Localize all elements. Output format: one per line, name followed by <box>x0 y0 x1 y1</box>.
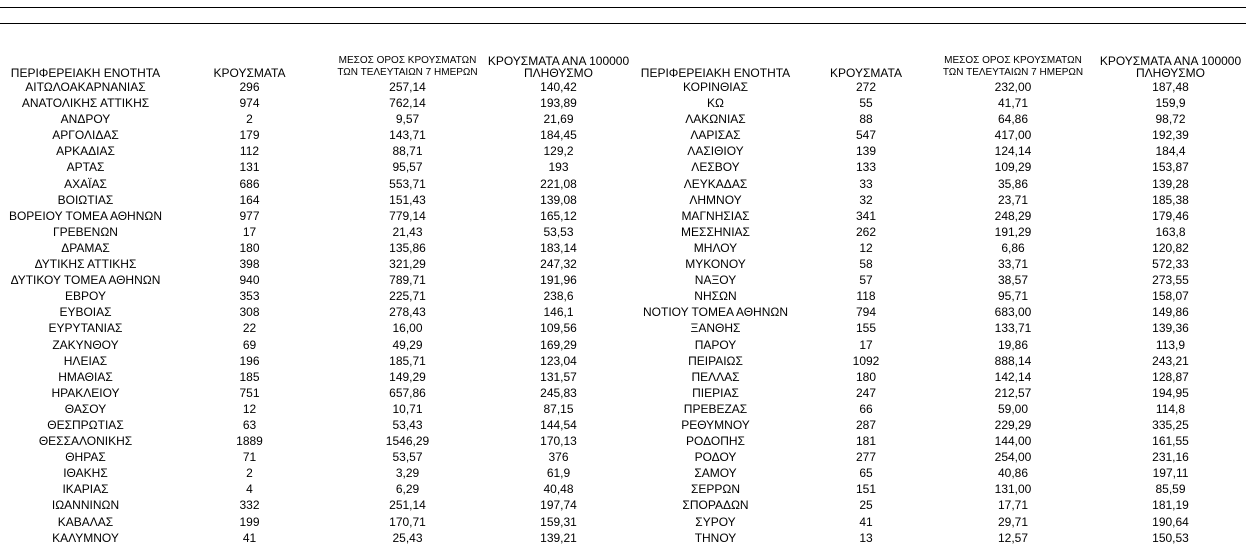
left-region-cell: ΑΡΚΑΔΙΑΣ <box>56 144 115 159</box>
right-region-cell: ΤΗΝΟΥ <box>694 530 737 545</box>
right-avg7-cell: 212,57 <box>994 385 1032 400</box>
left-region-cell: ΙΩΑΝΝΙΝΩΝ <box>51 498 120 513</box>
right-region-cell: ΛΑΡΙΣΑΣ <box>690 128 741 143</box>
right-region-cell: ΛΕΥΚΑΔΑΣ <box>683 176 748 191</box>
left-avg7-cell: 151,43 <box>389 192 426 207</box>
left-cases-cell: 199 <box>239 514 260 529</box>
left-cases-cell: 296 <box>239 80 260 94</box>
right-avg7-cell: 59,00 <box>997 401 1029 416</box>
left-region-cell: ΑΡΤΑΣ <box>66 160 105 175</box>
right-avg7-cell: 19,86 <box>997 337 1029 352</box>
right-per100k-cell: 187,48 <box>1152 80 1189 94</box>
left-region-cell: ΒΟΡΕΙΟΥ ΤΟΜΕΑ ΑΘΗΝΩΝ <box>8 208 163 223</box>
table-row <box>0 433 1246 449</box>
right-cases-cell: 287 <box>855 417 877 432</box>
left-cases-cell: 185 <box>239 369 260 384</box>
right-per100k-cell: 139,28 <box>1152 176 1189 191</box>
left-cases-cell: 22 <box>242 321 257 336</box>
right-region-cell: ΡΟΔΟΥ <box>694 450 737 465</box>
left-per100k-cell: 61,9 <box>546 466 571 481</box>
table-row <box>0 385 1246 401</box>
header-avg7-right <box>931 46 1095 79</box>
right-region-cell: ΚΟΡΙΝΘΙΑΣ <box>682 80 749 94</box>
table-row <box>0 481 1246 497</box>
left-per100k-cell: 376 <box>548 450 569 465</box>
right-cases-cell: 547 <box>855 128 877 143</box>
left-cases-cell: 180 <box>239 240 260 255</box>
right-per100k-cell: 163,8 <box>1155 224 1186 239</box>
left-per100k-cell: 193 <box>548 160 569 175</box>
right-region-cell: ΛΑΚΩΝΙΑΣ <box>685 112 746 127</box>
left-per100k-cell: 139,21 <box>540 530 577 545</box>
left-cases-cell: 751 <box>239 385 260 400</box>
table-row <box>0 127 1246 143</box>
right-per100k-cell: 98,72 <box>1155 112 1186 127</box>
right-cases-cell: 247 <box>855 385 877 400</box>
left-cases-cell: 974 <box>239 96 260 111</box>
right-region-cell: ΛΑΣΙΘΙΟΥ <box>687 144 744 159</box>
table-row <box>0 369 1246 385</box>
right-per100k-cell: 120,82 <box>1152 240 1189 255</box>
left-per100k-cell: 87,15 <box>543 401 574 416</box>
left-avg7-cell: 657,86 <box>389 385 426 400</box>
left-avg7-cell: 251,14 <box>389 498 426 513</box>
right-cases-cell: 139 <box>855 144 877 159</box>
right-avg7-cell: 417,00 <box>994 128 1032 143</box>
right-region-cell: ΜΕΣΣΗΝΙΑΣ <box>681 224 750 239</box>
left-avg7-cell: 321,29 <box>389 257 426 272</box>
right-per100k-cell: 139,36 <box>1152 321 1189 336</box>
right-per100k-cell: 335,25 <box>1152 417 1189 432</box>
header-avg7-right-line1: ΜΕΣΟΣ ΟΡΟΣ ΚΡΟΥΣΜΑΤΩΝ <box>944 55 1082 66</box>
right-avg7-cell: 33,71 <box>997 257 1029 272</box>
right-cases-cell: 155 <box>855 321 877 336</box>
left-cases-cell: 2 <box>246 112 253 127</box>
left-region-cell: ΚΑΒΑΛΑΣ <box>57 514 114 529</box>
left-cases-cell: 112 <box>239 144 260 159</box>
left-avg7-cell: 149,29 <box>389 369 426 384</box>
right-region-cell: ΛΗΜΝΟΥ <box>689 192 742 207</box>
header-avg7-left <box>328 46 487 79</box>
left-cases-cell: 4 <box>246 482 253 497</box>
table-row <box>0 159 1246 175</box>
right-avg7-cell: 248,29 <box>994 208 1032 223</box>
table-row <box>0 143 1246 159</box>
left-avg7-cell: 1546,29 <box>385 434 430 449</box>
right-avg7-cell: 683,00 <box>994 305 1032 320</box>
left-per100k-cell: 139,08 <box>540 192 577 207</box>
right-region-cell: ΜΗΛΟΥ <box>693 240 738 255</box>
right-cases-cell: 118 <box>856 289 876 304</box>
right-per100k-cell: 273,55 <box>1152 273 1189 288</box>
left-per100k-cell: 169,29 <box>540 337 577 352</box>
right-avg7-cell: 144,00 <box>994 434 1032 449</box>
right-cases-cell: 277 <box>855 450 877 465</box>
left-region-cell: ΙΘΑΚΗΣ <box>63 466 108 481</box>
left-region-cell: ΗΡΑΚΛΕΙΟΥ <box>51 385 120 400</box>
header-per100k-right <box>1095 46 1246 79</box>
left-cases-cell: 977 <box>239 208 260 223</box>
right-region-cell: ΛΕΣΒΟΥ <box>691 160 740 175</box>
left-cases-cell: 398 <box>239 257 260 272</box>
left-avg7-cell: 185,71 <box>389 353 426 368</box>
right-per100k-cell: 113,9 <box>1155 337 1186 352</box>
left-cases-cell: 2 <box>246 466 253 481</box>
right-region-cell: ΞΑΝΘΗΣ <box>690 321 741 336</box>
header-per100k-right-line2: ΠΛΗΘΥΣΜΟ <box>1135 66 1206 79</box>
right-avg7-cell: 40,86 <box>997 466 1029 481</box>
left-cases-cell: 12 <box>242 401 257 416</box>
left-region-cell: ΕΥΡΥΤΑΝΙΑΣ <box>48 321 123 336</box>
left-region-cell: ΑΡΓΟΛΙΔΑΣ <box>52 128 119 143</box>
right-avg7-cell: 142,14 <box>994 369 1032 384</box>
left-cases-cell: 71 <box>242 450 257 465</box>
left-avg7-cell: 257,14 <box>389 80 426 94</box>
left-per100k-cell: 53,53 <box>543 224 574 239</box>
left-region-cell: ΓΡΕΒΕΝΩΝ <box>53 224 118 239</box>
left-region-cell: ΗΜΑΘΙΑΣ <box>58 369 113 384</box>
left-cases-cell: 131 <box>239 160 260 175</box>
left-avg7-cell: 88,71 <box>392 144 423 159</box>
right-per100k-cell: 184,4 <box>1155 144 1186 159</box>
right-region-cell: ΡΟΔΟΠΗΣ <box>686 434 745 449</box>
table-row <box>0 224 1246 240</box>
right-avg7-cell: 254,00 <box>994 450 1032 465</box>
right-region-cell: ΣΥΡΟΥ <box>695 514 736 529</box>
table-row <box>0 530 1246 546</box>
left-avg7-cell: 779,14 <box>389 208 426 223</box>
table-row <box>0 417 1246 433</box>
left-per100k-cell: 183,14 <box>540 240 577 255</box>
table-row <box>0 95 1246 111</box>
left-per100k-cell: 197,74 <box>540 498 577 513</box>
left-avg7-cell: 53,57 <box>392 450 423 465</box>
right-per100k-cell: 161,55 <box>1152 434 1189 449</box>
header-per100k-left-line2: ΠΛΗΘΥΣΜΟ <box>523 66 594 79</box>
right-cases-cell: 794 <box>855 305 877 320</box>
left-avg7-cell: 9,57 <box>395 112 420 127</box>
left-cases-cell: 63 <box>242 417 257 432</box>
table-row <box>0 79 1246 95</box>
left-avg7-cell: 278,43 <box>389 305 426 320</box>
right-per100k-cell: 197,11 <box>1152 466 1189 481</box>
right-cases-cell: 12 <box>859 240 873 255</box>
right-avg7-cell: 35,86 <box>997 176 1029 191</box>
table-row <box>0 514 1246 530</box>
left-per100k-cell: 245,83 <box>540 385 577 400</box>
left-avg7-cell: 10,71 <box>392 401 423 416</box>
header-per100k-left-line1: ΚΡΟΥΣΜΑΤΑ ΑΝΑ 100000 <box>487 54 630 68</box>
right-avg7-cell: 888,14 <box>994 353 1032 368</box>
left-per100k-cell: 21,69 <box>543 112 574 127</box>
right-avg7-cell: 41,71 <box>997 96 1029 111</box>
left-per100k-cell: 144,54 <box>540 417 577 432</box>
left-avg7-cell: 95,57 <box>392 160 423 175</box>
right-per100k-cell: 179,46 <box>1152 208 1189 223</box>
left-avg7-cell: 6,29 <box>395 482 420 497</box>
right-region-cell: ΣΑΜΟΥ <box>694 466 737 481</box>
left-avg7-cell: 225,71 <box>389 289 426 304</box>
left-cases-cell: 353 <box>239 289 260 304</box>
left-region-cell: ΘΑΣΟΥ <box>64 401 107 416</box>
right-cases-cell: 66 <box>859 401 873 416</box>
right-per100k-cell: 149,86 <box>1152 305 1189 320</box>
left-region-cell: ΑΧΑΪΑΣ <box>64 176 107 191</box>
right-cases-cell: 1092 <box>852 353 880 368</box>
left-avg7-cell: 170,71 <box>389 514 426 529</box>
left-region-cell: ΘΕΣΣΑΛΟΝΙΚΗΣ <box>38 434 133 449</box>
right-region-cell: ΝΟΤΙΟΥ ΤΟΜΕΑ ΑΘΗΝΩΝ <box>642 305 789 320</box>
left-per100k-cell: 193,89 <box>540 96 577 111</box>
table-row <box>0 497 1246 513</box>
right-avg7-cell: 23,71 <box>997 192 1029 207</box>
right-per100k-cell: 572,33 <box>1152 257 1189 272</box>
left-cases-cell: 69 <box>242 337 257 352</box>
right-cases-cell: 341 <box>855 208 877 223</box>
right-region-cell: ΣΕΡΡΩΝ <box>690 482 741 497</box>
right-cases-cell: 58 <box>859 257 873 272</box>
left-avg7-cell: 16,00 <box>392 321 423 336</box>
right-region-cell: ΠΙΕΡΙΑΣ <box>692 385 739 400</box>
right-per100k-cell: 243,21 <box>1152 353 1189 368</box>
right-cases-cell: 65 <box>859 466 873 481</box>
right-region-cell: ΚΩ <box>707 96 724 111</box>
left-per100k-cell: 146,1 <box>543 305 574 320</box>
right-cases-cell: 133 <box>855 160 877 175</box>
left-avg7-cell: 21,43 <box>392 224 423 239</box>
left-cases-cell: 41 <box>242 530 257 545</box>
left-cases-cell: 1889 <box>236 434 263 449</box>
left-region-cell: ΕΒΡΟΥ <box>65 289 106 304</box>
right-cases-cell: 55 <box>859 96 873 111</box>
right-region-cell: ΡΕΘΥΜΝΟΥ <box>681 417 750 432</box>
right-region-cell: ΠΡΕΒΕΖΑΣ <box>683 401 748 416</box>
right-cases-cell: 33 <box>859 176 873 191</box>
left-per100k-cell: 191,96 <box>540 273 577 288</box>
right-per100k-cell: 194,95 <box>1152 385 1189 400</box>
table-row <box>0 465 1246 481</box>
left-avg7-cell: 553,71 <box>389 176 426 191</box>
table-row <box>0 256 1246 272</box>
right-cases-cell: 180 <box>855 369 877 384</box>
left-region-cell: ΙΚΑΡΙΑΣ <box>62 482 109 497</box>
right-region-cell: ΜΥΚΟΝΟΥ <box>685 257 746 272</box>
left-avg7-cell: 3,29 <box>395 466 420 481</box>
right-per100k-cell: 159,9 <box>1155 96 1186 111</box>
left-per100k-cell: 131,57 <box>540 369 577 384</box>
left-per100k-cell: 238,6 <box>543 289 574 304</box>
left-cases-cell: 686 <box>239 176 260 191</box>
left-avg7-cell: 789,71 <box>389 273 426 288</box>
table-row <box>0 337 1246 353</box>
left-avg7-cell: 49,29 <box>392 337 423 352</box>
right-per100k-cell: 231,16 <box>1152 450 1189 465</box>
left-per100k-cell: 140,42 <box>540 80 577 94</box>
left-cases-cell: 332 <box>239 498 260 513</box>
right-cases-cell: 41 <box>859 514 873 529</box>
left-cases-cell: 196 <box>239 353 260 368</box>
right-cases-cell: 25 <box>859 498 873 513</box>
right-avg7-cell: 133,71 <box>994 321 1032 336</box>
right-avg7-cell: 6,86 <box>1001 240 1025 255</box>
table-row <box>0 304 1246 320</box>
left-region-cell: ΒΟΙΩΤΙΑΣ <box>57 192 114 207</box>
left-region-cell: ΑΝΑΤΟΛΙΚΗΣ ΑΤΤΙΚΗΣ <box>21 96 150 111</box>
right-per100k-cell: 114,8 <box>1155 401 1186 416</box>
right-per100k-cell: 158,07 <box>1152 289 1189 304</box>
right-avg7-cell: 229,29 <box>994 417 1032 432</box>
table-row <box>0 240 1246 256</box>
left-region-cell: ΔΥΤΙΚΟΥ ΤΟΜΕΑ ΑΘΗΝΩΝ <box>10 273 161 288</box>
left-per100k-cell: 165,12 <box>540 208 577 223</box>
right-region-cell: ΝΑΞΟΥ <box>694 273 737 288</box>
left-region-cell: ΑΙΤΩΛΟΑΚΑΡΝΑΝΙΑΣ <box>25 80 146 94</box>
right-cases-cell: 181 <box>855 434 877 449</box>
table-row <box>0 449 1246 465</box>
header-region-right: ΠΕΡΙΦΕΡΕΙΑΚΗ ΕΝΟΤΗΤΑ <box>640 66 791 79</box>
table-row <box>0 111 1246 127</box>
left-per100k-cell: 109,56 <box>540 321 577 336</box>
right-region-cell: ΠΕΛΛΑΣ <box>691 369 740 384</box>
left-region-cell: ΘΕΣΠΡΩΤΙΑΣ <box>47 417 124 432</box>
table-header <box>0 46 1246 79</box>
right-region-cell: ΣΠΟΡΑΔΩΝ <box>682 498 749 513</box>
right-per100k-cell: 150,53 <box>1152 530 1189 545</box>
right-avg7-cell: 38,57 <box>997 273 1029 288</box>
table-row <box>0 353 1246 369</box>
right-per100k-cell: 185,38 <box>1152 192 1189 207</box>
left-per100k-cell: 159,31 <box>540 514 577 529</box>
left-avg7-cell: 53,43 <box>392 417 423 432</box>
table-row <box>0 288 1246 304</box>
right-region-cell: ΠΕΙΡΑΙΩΣ <box>688 353 743 368</box>
left-region-cell: ΑΝΔΡΟΥ <box>60 112 111 127</box>
right-avg7-cell: 131,00 <box>994 482 1032 497</box>
right-avg7-cell: 64,86 <box>997 112 1029 127</box>
left-per100k-cell: 40,48 <box>543 482 574 497</box>
left-cases-cell: 164 <box>239 192 260 207</box>
left-avg7-cell: 135,86 <box>389 240 426 255</box>
header-per100k-left <box>487 46 630 79</box>
left-per100k-cell: 221,08 <box>540 176 577 191</box>
right-per100k-cell: 128,87 <box>1152 369 1189 384</box>
top-rule <box>0 7 1246 8</box>
right-region-cell: ΝΗΣΩΝ <box>694 289 737 304</box>
left-region-cell: ΚΑΛΥΜΝΟΥ <box>52 530 119 545</box>
left-per100k-cell: 247,32 <box>540 257 577 272</box>
right-avg7-cell: 12,57 <box>997 530 1029 545</box>
right-avg7-cell: 109,29 <box>994 160 1032 175</box>
left-per100k-cell: 123,04 <box>540 353 577 368</box>
header-cases-left: ΚΡΟΥΣΜΑΤΑ <box>213 66 286 79</box>
second-rule <box>0 23 1246 24</box>
right-per100k-cell: 85,59 <box>1155 482 1186 497</box>
right-per100k-cell: 192,39 <box>1152 128 1189 143</box>
left-cases-cell: 308 <box>239 305 260 320</box>
right-cases-cell: 17 <box>859 337 873 352</box>
right-avg7-cell: 232,00 <box>994 80 1032 94</box>
right-per100k-cell: 190,64 <box>1152 514 1189 529</box>
left-avg7-cell: 143,71 <box>389 128 426 143</box>
right-cases-cell: 32 <box>859 192 873 207</box>
header-avg7-right-line2: ΤΩΝ ΤΕΛΕΥΤΑΙΩΝ 7 ΗΜΕΡΩΝ <box>942 67 1084 78</box>
left-region-cell: ΖΑΚΥΝΘΟΥ <box>52 337 119 352</box>
table-row <box>0 272 1246 288</box>
left-region-cell: ΘΗΡΑΣ <box>65 450 106 465</box>
header-avg7-left-line2: ΤΩΝ ΤΕΛΕΥΤΑΙΩΝ 7 ΗΜΕΡΩΝ <box>337 67 478 78</box>
table-row <box>0 208 1246 224</box>
left-region-cell: ΔΥΤΙΚΗΣ ΑΤΤΙΚΗΣ <box>34 257 137 272</box>
cases-table <box>0 46 1246 546</box>
table-body <box>0 79 1246 546</box>
left-per100k-cell: 170,13 <box>540 434 577 449</box>
right-per100k-cell: 181,19 <box>1152 498 1189 513</box>
left-cases-cell: 179 <box>239 128 260 143</box>
table-row <box>0 320 1246 336</box>
table-row <box>0 176 1246 192</box>
right-cases-cell: 151 <box>855 482 877 497</box>
left-region-cell: ΕΥΒΟΙΑΣ <box>59 305 112 320</box>
left-region-cell: ΗΛΕΙΑΣ <box>63 353 108 368</box>
right-avg7-cell: 191,29 <box>994 224 1032 239</box>
left-cases-cell: 940 <box>239 273 260 288</box>
left-cases-cell: 17 <box>242 224 257 239</box>
right-cases-cell: 272 <box>855 80 877 94</box>
right-per100k-cell: 153,87 <box>1152 160 1189 175</box>
right-cases-cell: 57 <box>859 273 873 288</box>
right-avg7-cell: 17,71 <box>997 498 1029 513</box>
left-region-cell: ΔΡΑΜΑΣ <box>61 240 110 255</box>
table-row <box>0 192 1246 208</box>
header-cases-right: ΚΡΟΥΣΜΑΤΑ <box>830 66 902 79</box>
right-avg7-cell: 95,71 <box>997 289 1029 304</box>
right-region-cell: ΜΑΓΝΗΣΙΑΣ <box>681 208 750 223</box>
table-row <box>0 401 1246 417</box>
right-cases-cell: 88 <box>859 112 873 127</box>
right-region-cell: ΠΑΡΟΥ <box>694 337 737 352</box>
header-avg7-left-line1: ΜΕΣΟΣ ΟΡΟΣ ΚΡΟΥΣΜΑΤΩΝ <box>338 55 477 66</box>
left-per100k-cell: 184,45 <box>540 128 577 143</box>
right-avg7-cell: 29,71 <box>997 514 1029 529</box>
left-avg7-cell: 762,14 <box>389 96 426 111</box>
left-avg7-cell: 25,43 <box>392 530 423 545</box>
right-cases-cell: 13 <box>859 530 873 545</box>
header-region-left: ΠΕΡΙΦΕΡΕΙΑΚΗ ΕΝΟΤΗΤΑ <box>10 66 161 79</box>
left-per100k-cell: 129,2 <box>543 144 574 159</box>
header-per100k-right-line1: ΚΡΟΥΣΜΑΤΑ ΑΝΑ 100000 <box>1099 54 1242 68</box>
right-cases-cell: 262 <box>855 224 877 239</box>
right-avg7-cell: 124,14 <box>994 144 1032 159</box>
